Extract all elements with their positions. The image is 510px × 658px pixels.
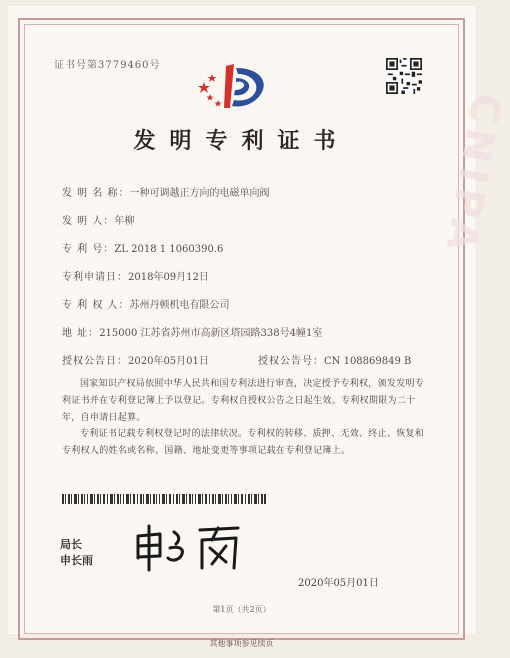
signature-date: 2020年05月01日	[298, 578, 379, 589]
field-patent-number	[62, 240, 223, 255]
field-value: ZL 2018 1 1060390.6	[114, 244, 224, 255]
field-label: 专 利 号：	[62, 244, 115, 255]
field-patentee	[62, 296, 230, 311]
legal-status-paragraph: 专利证书记载专利权登记时的法律状况。专利权的转移、质押、无效、终止、恢复和专利权人的姓名或名称、国籍、地址变更等事项记载在专利登记簿上。	[62, 429, 425, 456]
field-grant-date	[62, 352, 209, 367]
field-grant-number	[258, 352, 411, 367]
field-label: 授权公告号：	[258, 356, 324, 367]
certificate-number: 证书号第3779460号	[54, 60, 161, 71]
field-value: 215000 江苏省苏州市高新区塔园路338号4幢1室	[99, 328, 323, 339]
qr-code-icon	[386, 58, 422, 94]
field-label: 专利申请日：	[62, 272, 128, 283]
cnipa-logo-icon	[196, 60, 272, 112]
field-invention-name	[62, 184, 270, 199]
watermark-cnipa: CNIPA	[435, 90, 510, 260]
field-label: 发 明 名 称：	[62, 188, 130, 199]
field-value: CN 108869849 B	[324, 356, 412, 367]
field-value: 一种可调越正方向的电磁单向阀	[129, 188, 270, 199]
director-title: 局长	[60, 538, 82, 551]
field-address	[62, 324, 322, 339]
director-signature	[130, 518, 250, 574]
field-value: 2018年09月12日	[128, 272, 209, 283]
field-application-date	[62, 268, 209, 283]
barcode-icon	[62, 494, 266, 504]
certificate-title: 发明专利证书	[133, 128, 350, 154]
field-label: 授权公告日：	[62, 356, 128, 367]
field-label: 发 明 人：	[62, 216, 115, 227]
field-value: 年柳	[114, 216, 135, 227]
field-value: 2020年05月01日	[128, 356, 209, 367]
field-label: 专 利 权 人：	[62, 300, 130, 311]
footer-note: 其他事项参见续页	[209, 639, 274, 648]
field-label: 地 址：	[62, 328, 100, 339]
field-inventor	[62, 212, 134, 227]
page-number: 第1页（共2页）	[212, 605, 271, 614]
grant-statement-paragraph: 国家知识产权局依照中华人民共和国专利法进行审查，决定授予专利权，颁发发明专利证书并在专利登记簿上予以登记。专利权自授权公告之日起生效。专利权期限为二十年，自申请日起算。	[62, 379, 425, 423]
director-name: 申长雨	[60, 554, 93, 567]
field-value: 苏州丹顿机电有限公司	[129, 300, 230, 311]
